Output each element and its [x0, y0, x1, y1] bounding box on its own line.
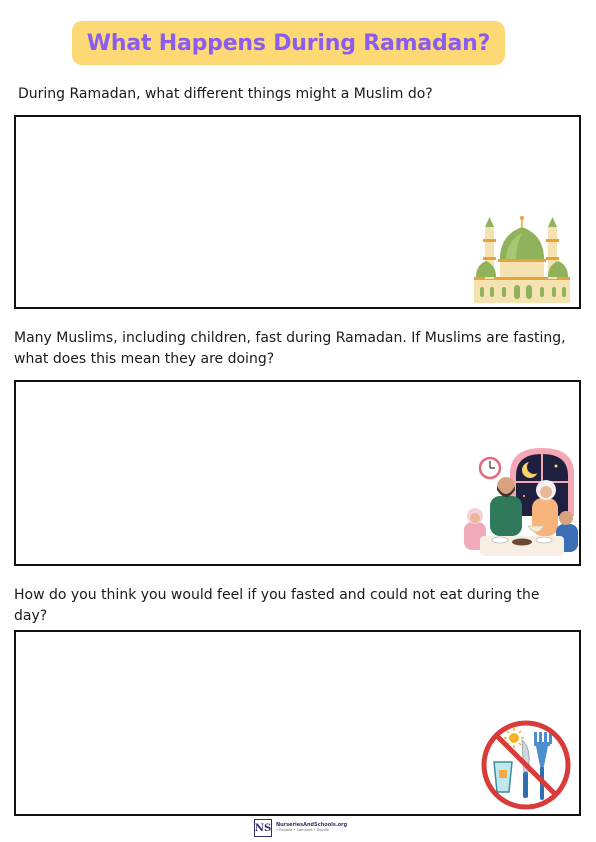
title-banner [72, 21, 505, 65]
mosque-illustration [470, 213, 574, 305]
family-iftar-illustration [460, 446, 580, 560]
brand-site: NurseriesAndSchools.org [276, 822, 348, 829]
no-eating-illustration [478, 718, 574, 812]
question-3-text: How do you think you would feel if you fasted and could not eat during the day? [14, 587, 540, 624]
brand-logo: NS [254, 819, 272, 837]
footer-branding [254, 818, 347, 838]
brand-tagline: • Explore • Compare • Decide [276, 828, 329, 833]
question-1-text: During Ramadan, what different things might a Muslim do? [18, 86, 433, 102]
question-2-text: Many Muslims, including children, fast during Ramadan. If Muslims are fasting, what does this mean they are doing? [14, 330, 566, 367]
page-title: What Happens During Ramadan? [86, 30, 491, 56]
